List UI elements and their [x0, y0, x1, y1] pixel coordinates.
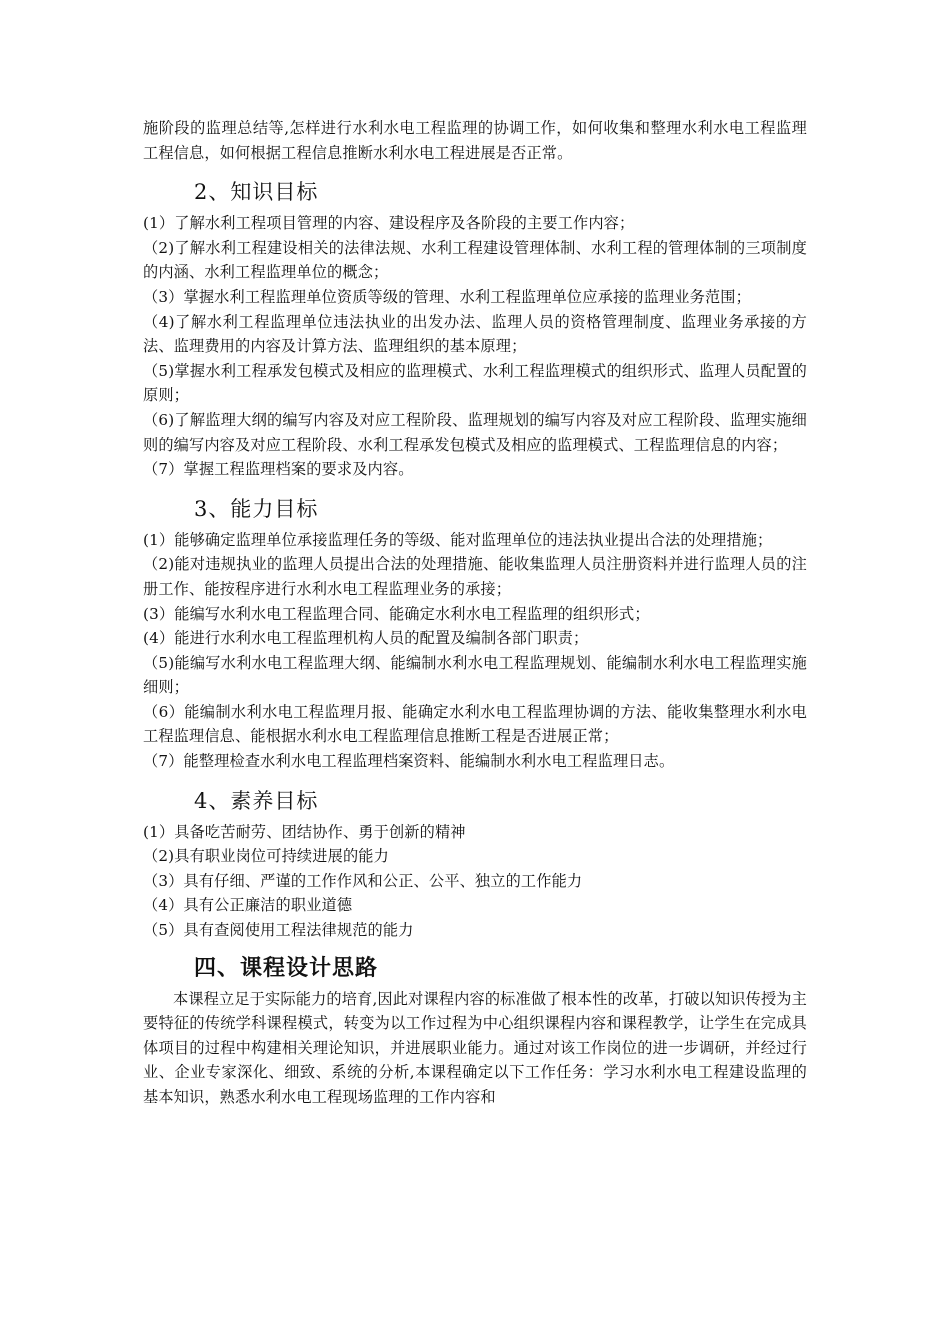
document-page [143, 116, 807, 1110]
quality-item: （3）具有仔细、严谨的工作作风和公正、公平、独立的工作能力 [143, 871, 583, 890]
ability-item: (4）能进行水利水电工程监理机构人员的配置及编制各部门职责； [143, 629, 589, 648]
ability-item: (1）能够确定监理单位承接监理任务的等级、能对监理单位的违法执业提出合法的处理措施； [143, 530, 773, 549]
ability-item: (3）能编写水利水电工程监理合同、能确定水利水电工程监理的组织形式； [143, 604, 650, 623]
knowledge-item: （2)了解水利工程建设相关的法律法规、水利工程建设管理体制、水利工程的管理体制的三项制度的内涵、水利工程监理单位的概念； [143, 238, 807, 282]
knowledge-item: （5)掌握水利工程承发包模式及相应的监理模式、水利工程监理模式的组织形式、监理人员配置的原则； [143, 361, 807, 405]
ability-item: （5)能编写水利水电工程监理大纲、能编制水利水电工程监理规划、能编制水利水电工程监理实施细则； [143, 653, 807, 697]
knowledge-item: (1）了解水利工程项目管理的内容、建设程序及各阶段的主要工作内容； [143, 214, 635, 233]
quality-item: （4）具有公正廉洁的职业道德 [143, 896, 353, 915]
knowledge-item: （7）掌握工程监理档案的要求及内容。 [143, 460, 414, 479]
design-paragraph: 本课程立足于实际能力的培育,因此对课程内容的标准做了根本性的改革，打破以知识传授为主要特征的传统学科课程模式，转变为以工作过程为中心组织课程内容和课程教学，让学生在完成具体项目的过程中构建相关理论知识，并进展职业能力。通过对该工作岗位的进一步调研，并经过行业、企业专家深化、细致、系统的分析,本课程确定以下工作任务：学习水利水电工程建设监理的基本知识，熟悉水利水电工程现场监理的工作内容和 [143, 989, 807, 1106]
knowledge-item: （3）掌握水利工程监理单位资质等级的管理、水利工程监理单位应承接的监理业务范围； [143, 287, 751, 306]
ability-heading: 3、能力目标 [194, 496, 319, 521]
knowledge-section [143, 177, 807, 482]
knowledge-item: （6)了解监理大纲的编写内容及对应工程阶段、监理规划的编写内容及对应工程阶段、监理实施细则的编写内容及对应工程阶段、水利工程承发包模式及相应的监理模式、工程监理信息的内容； [143, 410, 807, 454]
ability-section [143, 494, 807, 774]
quality-item: （2)具有职业岗位可持续进展的能力 [143, 847, 389, 866]
ability-item: （6）能编制水利水电工程监理月报、能确定水利水电工程监理协调的方法、能收集整理水利水电工程监理信息、能根据水利水电工程监理信息推断工程是否进展正常； [143, 702, 807, 746]
quality-section [143, 786, 807, 943]
knowledge-item: （4)了解水利工程监理单位违法执业的出发办法、监理人员的资格管理制度、监理业务承接的方法、监理费用的内容及计算方法、监理组织的基本原理； [143, 312, 807, 356]
intro-paragraph: 施阶段的监理总结等,怎样进行水利水电工程监理的协调工作，如何收集和整理水利水电工程监理工程信息，如何根据工程信息推断水利水电工程进展是否正常。 [143, 119, 807, 162]
design-section [143, 953, 807, 1110]
quality-item: (1）具备吃苦耐劳、团结协作、勇于创新的精神 [143, 822, 466, 841]
ability-item: （2)能对违规执业的监理人员提出合法的处理措施、能收集监理人员注册资料并进行监理人员的注册工作、能按程序进行水利水电工程监理业务的承接； [143, 555, 807, 598]
quality-heading: 4、素养目标 [194, 788, 319, 813]
design-heading: 四、课程设计思路 [194, 955, 379, 981]
quality-item: （5）具有查阅使用工程法律规范的能力 [143, 921, 414, 940]
knowledge-heading: 2、知识目标 [194, 180, 319, 205]
ability-item: （7）能整理检查水利水电工程监理档案资料、能编制水利水电工程监理日志。 [143, 752, 675, 771]
